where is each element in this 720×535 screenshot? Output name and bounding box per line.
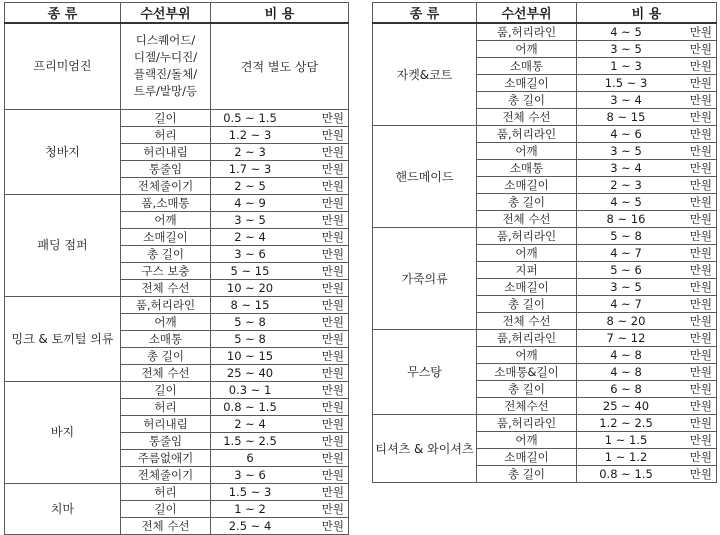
repair-part-cell: 소매길이 <box>477 449 577 466</box>
right-price-table <box>372 2 717 483</box>
repair-part-cell: 품,허리라인 <box>121 296 211 313</box>
repair-part-cell: 길이 <box>121 109 211 126</box>
cost-cell <box>211 211 349 228</box>
cost-unit: 만원 <box>689 195 712 209</box>
cost-unit: 만원 <box>321 314 344 329</box>
cost-range: 0.3 ~ 1 <box>228 382 272 397</box>
premium-row <box>5 23 349 109</box>
cost-range: 10 ~ 15 <box>226 348 274 363</box>
repair-part-cell: 품,허리라인 <box>477 228 577 245</box>
cost-unit: 만원 <box>321 195 344 210</box>
cost-unit: 만원 <box>321 382 344 397</box>
cost-unit: 만원 <box>689 399 712 413</box>
cost-cell <box>211 364 349 381</box>
category-cell: 무스탕 <box>373 330 477 415</box>
repair-part-cell: 전체줄이기 <box>121 177 211 194</box>
cost-cell <box>211 432 349 449</box>
cost-cell <box>577 126 717 143</box>
cost-cell <box>577 398 717 415</box>
repair-part-cell: 품,허리라인 <box>477 23 577 41</box>
repair-part-cell: 전체 수선 <box>477 109 577 126</box>
cost-cell <box>211 245 349 262</box>
repair-part-cell: 총 길이 <box>121 347 211 364</box>
category-cell: 자켓&코트 <box>373 23 477 126</box>
cost-cell <box>577 330 717 347</box>
cost-unit: 만원 <box>689 246 712 260</box>
cost-unit: 만원 <box>689 433 712 447</box>
cost-range: 0.5 ~ 1.5 <box>223 110 277 125</box>
cost-unit: 만원 <box>321 297 344 312</box>
cost-unit: 만원 <box>689 212 712 226</box>
repair-part-cell: 전체 수선 <box>477 313 577 330</box>
cost-unit: 만원 <box>321 144 344 159</box>
premium-parts-cell <box>121 23 211 109</box>
repair-part-cell: 허리내림 <box>121 415 211 432</box>
repair-part-cell: 총 길이 <box>121 245 211 262</box>
price-row <box>373 126 717 143</box>
cost-range: 3 ~ 5 <box>610 280 642 294</box>
cost-range: 25 ~ 40 <box>226 365 274 380</box>
cost-cell <box>211 330 349 347</box>
cost-cell <box>577 245 717 262</box>
cost-cell <box>577 75 717 92</box>
cost-unit: 만원 <box>689 127 712 141</box>
cost-unit: 만원 <box>689 467 712 481</box>
price-row <box>373 330 717 347</box>
cost-cell <box>577 228 717 245</box>
cost-cell <box>577 279 717 296</box>
category-cell: 밍크 & 토끼털 의류 <box>5 296 121 381</box>
header-cost: 비 용 <box>577 3 717 24</box>
cost-cell <box>211 466 349 483</box>
cost-unit: 만원 <box>321 433 344 448</box>
cost-range: 2 ~ 3 <box>610 178 642 192</box>
cost-unit: 만원 <box>689 93 712 107</box>
cost-unit: 만원 <box>321 416 344 431</box>
cost-cell <box>211 347 349 364</box>
cost-range: 4 ~ 6 <box>610 127 642 141</box>
cost-cell <box>577 160 717 177</box>
cost-range: 0.8 ~ 1.5 <box>223 399 277 414</box>
repair-part-cell: 허리 <box>121 126 211 143</box>
repair-part-cell: 어깨 <box>477 143 577 160</box>
cost-range: 2 ~ 4 <box>234 416 266 431</box>
cost-cell <box>211 126 349 143</box>
cost-unit: 만원 <box>689 314 712 328</box>
cost-cell <box>211 381 349 398</box>
cost-cell <box>577 313 717 330</box>
header-category: 종 류 <box>5 3 121 24</box>
cost-cell <box>577 194 717 211</box>
cost-range: 3 ~ 5 <box>610 144 642 158</box>
repair-part-cell: 소매길이 <box>477 75 577 92</box>
repair-part-cell: 허리 <box>121 483 211 500</box>
repair-part-cell: 어깨 <box>477 432 577 449</box>
left-header-row <box>5 3 349 24</box>
cost-range: 25 ~ 40 <box>602 399 650 413</box>
cost-cell <box>211 517 349 534</box>
cost-cell <box>577 92 717 109</box>
cost-unit: 만원 <box>321 365 344 380</box>
repair-part-cell: 전체수선 <box>477 398 577 415</box>
repair-part-cell: 어깨 <box>477 347 577 364</box>
cost-cell <box>577 415 717 432</box>
cost-cell <box>211 228 349 245</box>
repair-part-cell: 총 길이 <box>477 194 577 211</box>
repair-part-cell: 허리내림 <box>121 143 211 160</box>
price-row <box>5 109 349 126</box>
header-category: 종 류 <box>373 3 477 24</box>
cost-cell <box>577 432 717 449</box>
cost-range: 2 ~ 3 <box>234 144 266 159</box>
cost-unit: 만원 <box>689 229 712 243</box>
cost-unit: 만원 <box>689 450 712 464</box>
cost-unit: 만원 <box>689 110 712 124</box>
cost-cell <box>211 313 349 330</box>
repair-part-cell: 어깨 <box>477 41 577 58</box>
cost-unit: 만원 <box>321 399 344 414</box>
cost-range: 4 ~ 7 <box>610 246 642 260</box>
repair-part-cell: 소매통 <box>121 330 211 347</box>
price-row <box>5 296 349 313</box>
cost-unit: 만원 <box>689 382 712 396</box>
category-cell-premium: 프리미엄진 <box>5 23 121 109</box>
cost-range: 5 ~ 8 <box>234 314 266 329</box>
cost-unit: 만원 <box>321 518 344 533</box>
repair-part-cell: 소매길이 <box>477 279 577 296</box>
cost-unit: 만원 <box>689 59 712 73</box>
cost-cell <box>577 109 717 126</box>
cost-range: 2 ~ 5 <box>234 178 266 193</box>
cost-range: 6 ~ 8 <box>610 382 642 396</box>
cost-cell <box>577 143 717 160</box>
price-row <box>5 483 349 500</box>
repair-part-cell: 총 길이 <box>477 466 577 483</box>
cost-cell <box>211 279 349 296</box>
cost-cell <box>211 500 349 517</box>
cost-unit: 만원 <box>321 229 344 244</box>
category-cell: 가죽의류 <box>373 228 477 330</box>
repair-part-cell: 통줄임 <box>121 160 211 177</box>
cost-cell <box>577 449 717 466</box>
premium-brand-line: 트루/발망/등 <box>133 84 198 99</box>
left-price-table <box>4 2 349 535</box>
cost-range: 5 ~ 15 <box>230 263 270 278</box>
cost-cell <box>211 296 349 313</box>
category-cell: 티셔츠 & 와이셔츠 <box>373 415 477 483</box>
cost-range: 3 ~ 6 <box>234 246 266 261</box>
cost-unit: 만원 <box>689 348 712 362</box>
cost-range: 4 ~ 7 <box>610 297 642 311</box>
cost-unit: 만원 <box>689 144 712 158</box>
repair-part-cell: 총 길이 <box>477 92 577 109</box>
repair-part-cell: 허리 <box>121 398 211 415</box>
cost-unit: 만원 <box>689 365 712 379</box>
cost-unit: 만원 <box>689 178 712 192</box>
cost-range: 8 ~ 15 <box>230 297 270 312</box>
cost-cell <box>211 398 349 415</box>
repair-part-cell: 전체 수선 <box>121 364 211 381</box>
repair-part-cell: 소매통&길이 <box>477 364 577 381</box>
cost-range: 4 ~ 5 <box>610 25 642 39</box>
cost-unit: 만원 <box>689 331 712 345</box>
repair-part-cell: 어깨 <box>477 245 577 262</box>
cost-cell <box>577 262 717 279</box>
price-row <box>5 194 349 211</box>
cost-range: 4 ~ 8 <box>610 348 642 362</box>
cost-range: 5 ~ 6 <box>610 263 642 277</box>
cost-range: 1 ~ 2 <box>234 501 266 516</box>
cost-unit: 만원 <box>321 331 344 346</box>
cost-unit: 만원 <box>321 450 344 465</box>
repair-part-cell: 전체 수선 <box>121 279 211 296</box>
premium-brand-line: 플랙진/돌체/ <box>133 67 198 82</box>
cost-range: 4 ~ 9 <box>234 195 266 210</box>
repair-part-cell: 소매길이 <box>121 228 211 245</box>
cost-range: 3 ~ 5 <box>234 212 266 227</box>
category-cell: 청바지 <box>5 109 121 194</box>
repair-part-cell: 총 길이 <box>477 296 577 313</box>
cost-range: 7 ~ 12 <box>606 331 646 345</box>
repair-part-cell: 소매길이 <box>477 177 577 194</box>
repair-part-cell: 전체줄이기 <box>121 466 211 483</box>
cost-cell <box>211 143 349 160</box>
cost-unit: 만원 <box>689 263 712 277</box>
repair-part-cell: 품,허리라인 <box>477 126 577 143</box>
repair-part-cell: 어깨 <box>121 211 211 228</box>
cost-unit: 만원 <box>689 161 712 175</box>
cost-range: 3 ~ 6 <box>234 467 266 482</box>
cost-range: 0.8 ~ 1.5 <box>599 467 653 481</box>
cost-cell <box>577 41 717 58</box>
cost-cell <box>577 466 717 483</box>
header-part: 수선부위 <box>477 3 577 24</box>
cost-range: 8 ~ 20 <box>606 314 646 328</box>
cost-unit: 만원 <box>689 297 712 311</box>
cost-cell <box>577 364 717 381</box>
price-row <box>5 381 349 398</box>
cost-range: 1 ~ 1.5 <box>604 433 648 447</box>
cost-unit: 만원 <box>321 127 344 142</box>
cost-cell <box>211 415 349 432</box>
repair-part-cell: 구스 보충 <box>121 262 211 279</box>
cost-range: 1.5 ~ 3 <box>604 76 648 90</box>
premium-brand-line: 디젤/누디진/ <box>133 50 198 65</box>
cost-unit: 만원 <box>321 348 344 363</box>
repair-part-cell: 총 길이 <box>477 381 577 398</box>
cost-unit: 만원 <box>689 280 712 294</box>
cost-unit: 만원 <box>321 484 344 499</box>
cost-range: 6 <box>246 450 254 465</box>
cost-range: 1.5 ~ 3 <box>228 484 272 499</box>
cost-unit: 만원 <box>689 42 712 56</box>
cost-cell <box>211 177 349 194</box>
cost-cell <box>577 23 717 41</box>
right-header-row <box>373 3 717 24</box>
price-row <box>373 228 717 245</box>
repair-part-cell: 소매통 <box>477 58 577 75</box>
cost-unit: 만원 <box>689 25 712 39</box>
category-cell: 치마 <box>5 483 121 534</box>
cost-cell <box>577 381 717 398</box>
category-cell: 바지 <box>5 381 121 483</box>
cost-unit: 만원 <box>321 467 344 482</box>
cost-cell <box>577 211 717 228</box>
cost-cell <box>211 109 349 126</box>
cost-range: 4 ~ 8 <box>610 365 642 379</box>
category-cell: 핸드메이드 <box>373 126 477 228</box>
repair-part-cell: 품,소매통 <box>121 194 211 211</box>
repair-part-cell: 주름없애기 <box>121 449 211 466</box>
cost-cell <box>211 483 349 500</box>
cost-range: 1.5 ~ 2.5 <box>223 433 277 448</box>
cost-range: 8 ~ 16 <box>606 212 646 226</box>
repair-part-cell: 전체 수선 <box>477 211 577 228</box>
cost-range: 10 ~ 20 <box>226 280 274 295</box>
cost-range: 3 ~ 4 <box>610 93 642 107</box>
cost-cell <box>211 449 349 466</box>
cost-range: 2.5 ~ 4 <box>228 518 272 533</box>
cost-cell <box>211 194 349 211</box>
cost-range: 1.2 ~ 3 <box>228 127 272 142</box>
cost-cell <box>577 296 717 313</box>
cost-range: 3 ~ 5 <box>610 42 642 56</box>
cost-cell <box>211 160 349 177</box>
repair-part-cell: 어깨 <box>121 313 211 330</box>
premium-cost-note: 견적 별도 상담 <box>211 23 349 109</box>
cost-range: 1 ~ 3 <box>610 59 642 73</box>
repair-part-cell: 소매통 <box>477 160 577 177</box>
cost-range: 5 ~ 8 <box>234 331 266 346</box>
cost-range: 8 ~ 15 <box>606 110 646 124</box>
cost-unit: 만원 <box>321 246 344 261</box>
cost-unit: 만원 <box>689 76 712 90</box>
cost-range: 1.7 ~ 3 <box>228 161 272 176</box>
cost-cell <box>211 262 349 279</box>
price-row <box>373 415 717 432</box>
cost-range: 1.2 ~ 2.5 <box>599 416 653 430</box>
cost-range: 4 ~ 5 <box>610 195 642 209</box>
repair-part-cell: 품,허리라인 <box>477 330 577 347</box>
cost-unit: 만원 <box>321 110 344 125</box>
cost-unit: 만원 <box>321 161 344 176</box>
cost-cell <box>577 177 717 194</box>
cost-range: 2 ~ 4 <box>234 229 266 244</box>
cost-unit: 만원 <box>321 263 344 278</box>
repair-part-cell: 길이 <box>121 381 211 398</box>
repair-part-cell: 길이 <box>121 500 211 517</box>
cost-unit: 만원 <box>689 416 712 430</box>
cost-cell <box>577 58 717 75</box>
cost-unit: 만원 <box>321 178 344 193</box>
repair-part-cell: 통줄임 <box>121 432 211 449</box>
cost-cell <box>577 347 717 364</box>
cost-unit: 만원 <box>321 501 344 516</box>
cost-range: 5 ~ 8 <box>610 229 642 243</box>
repair-part-cell: 품,허리라인 <box>477 415 577 432</box>
repair-part-cell: 지퍼 <box>477 262 577 279</box>
repair-part-cell: 전체 수선 <box>121 517 211 534</box>
cost-unit: 만원 <box>321 212 344 227</box>
header-cost: 비 용 <box>211 3 349 24</box>
cost-range: 3 ~ 4 <box>610 161 642 175</box>
category-cell: 패딩 점퍼 <box>5 194 121 296</box>
premium-brand-line: 디스퀘어드/ <box>135 33 196 48</box>
header-part: 수선부위 <box>121 3 211 24</box>
cost-unit: 만원 <box>321 280 344 295</box>
cost-range: 1 ~ 1.2 <box>604 450 648 464</box>
price-row <box>373 23 717 41</box>
